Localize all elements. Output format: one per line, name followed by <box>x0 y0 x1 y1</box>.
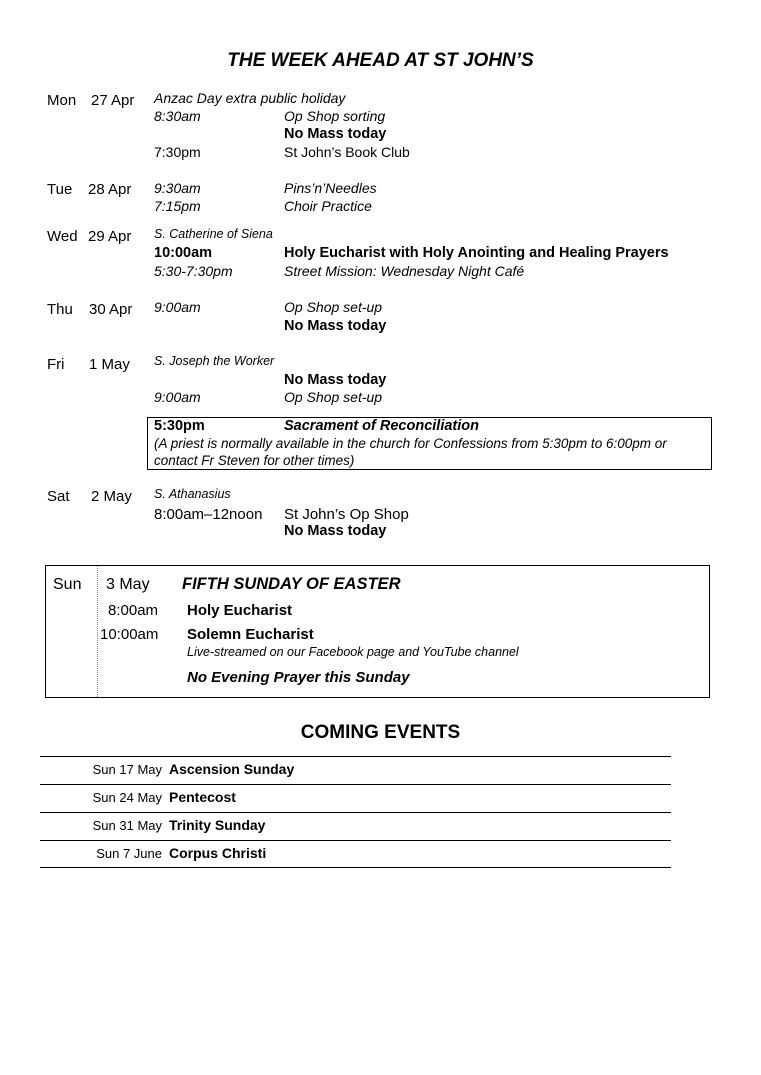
thu-e1-time: 9:00am <box>154 299 201 315</box>
conf-line2: contact Fr Steven for other times) <box>154 453 355 468</box>
thu-e1-text: Op Shop set-up <box>284 299 383 315</box>
sat-e1-time: 8:00am–12noon <box>154 506 263 523</box>
sunday-divider <box>97 566 98 697</box>
events-rule <box>40 756 671 757</box>
wed-e1-text: Holy Eucharist with Holy Anointing and Healing Prayers <box>284 245 669 261</box>
mon-e1-text: Op Shop sorting <box>284 108 386 124</box>
conf-title: Sacrament of Reconciliation <box>284 418 479 434</box>
sun-date: 3 May <box>106 576 150 593</box>
event-date: Sun 7 June <box>96 846 162 861</box>
events-rule <box>40 812 671 813</box>
sat-day: Sat <box>47 488 70 505</box>
tue-e2-time: 7:15pm <box>154 198 201 214</box>
sat-e1-text: St John’s Op Shop <box>284 506 409 523</box>
wed-day: Wed <box>47 228 78 245</box>
sat-e2-text: No Mass today <box>284 523 387 539</box>
event-name: Trinity Sunday <box>169 817 266 833</box>
event-date: Sun 31 May <box>92 818 162 833</box>
mon-day: Mon <box>47 92 77 109</box>
fri-date: 1 May <box>89 356 130 373</box>
sun-e2-time: 10:00am <box>100 626 159 643</box>
wed-note: S. Catherine of Siena <box>154 227 273 241</box>
wed-e2-text: Street Mission: Wednesday Night Café <box>284 263 525 279</box>
fri-day: Fri <box>47 356 65 373</box>
sun-day: Sun <box>53 576 82 593</box>
event-name: Ascension Sunday <box>169 761 295 777</box>
sat-note: S. Athanasius <box>154 487 231 501</box>
fri-e2-text: Op Shop set-up <box>284 389 383 405</box>
mon-e1-time: 8:30am <box>154 108 201 124</box>
event-date: Sun 24 May <box>92 790 162 805</box>
fri-e1-text: No Mass today <box>284 372 387 388</box>
events-rule <box>40 840 671 841</box>
mon-e3-text: St John’s Book Club <box>284 144 410 160</box>
page-title: THE WEEK AHEAD AT ST JOHN’S <box>227 50 534 71</box>
tue-e1-text: Pins’n’Needles <box>284 180 377 196</box>
wed-date: 29 Apr <box>88 228 132 245</box>
conf-line1: (A priest is normally available in the church for Confessions from 5:30pm to 6:00pm or <box>154 436 667 451</box>
mon-date: 27 Apr <box>91 92 135 109</box>
mon-note: Anzac Day extra public holiday <box>154 90 346 106</box>
sun-title: FIFTH SUNDAY OF EASTER <box>182 575 401 593</box>
sun-e2-text: Solemn Eucharist <box>187 626 314 643</box>
events-rule <box>40 867 671 868</box>
tue-e1-time: 9:30am <box>154 180 201 196</box>
sun-e1-time: 8:00am <box>108 602 159 619</box>
thu-date: 30 Apr <box>89 301 133 318</box>
tue-e2-text: Choir Practice <box>284 198 372 214</box>
mon-e2-text: No Mass today <box>284 126 387 142</box>
events-rule <box>40 784 671 785</box>
thu-e2-text: No Mass today <box>284 318 387 334</box>
tue-date: 28 Apr <box>88 181 132 198</box>
wed-e1-time: 10:00am <box>154 245 213 261</box>
event-name: Corpus Christi <box>169 845 267 861</box>
sun-e2-note: Live-streamed on our Facebook page and YouTube channel <box>187 645 519 659</box>
event-name: Pentecost <box>169 789 236 805</box>
thu-day: Thu <box>47 301 73 318</box>
fri-note: S. Joseph the Worker <box>154 354 275 368</box>
sat-date: 2 May <box>91 488 132 505</box>
conf-time: 5:30pm <box>154 418 205 434</box>
sun-e3-text: No Evening Prayer this Sunday <box>187 669 410 686</box>
event-date: Sun 17 May <box>92 762 162 777</box>
wed-e2-time: 5:30-7:30pm <box>154 263 233 279</box>
mon-e3-time: 7:30pm <box>154 144 201 160</box>
coming-events-title: COMING EVENTS <box>300 722 461 743</box>
sun-e1-text: Holy Eucharist <box>187 602 293 619</box>
fri-e2-time: 9:00am <box>154 389 201 405</box>
tue-day: Tue <box>47 181 73 198</box>
